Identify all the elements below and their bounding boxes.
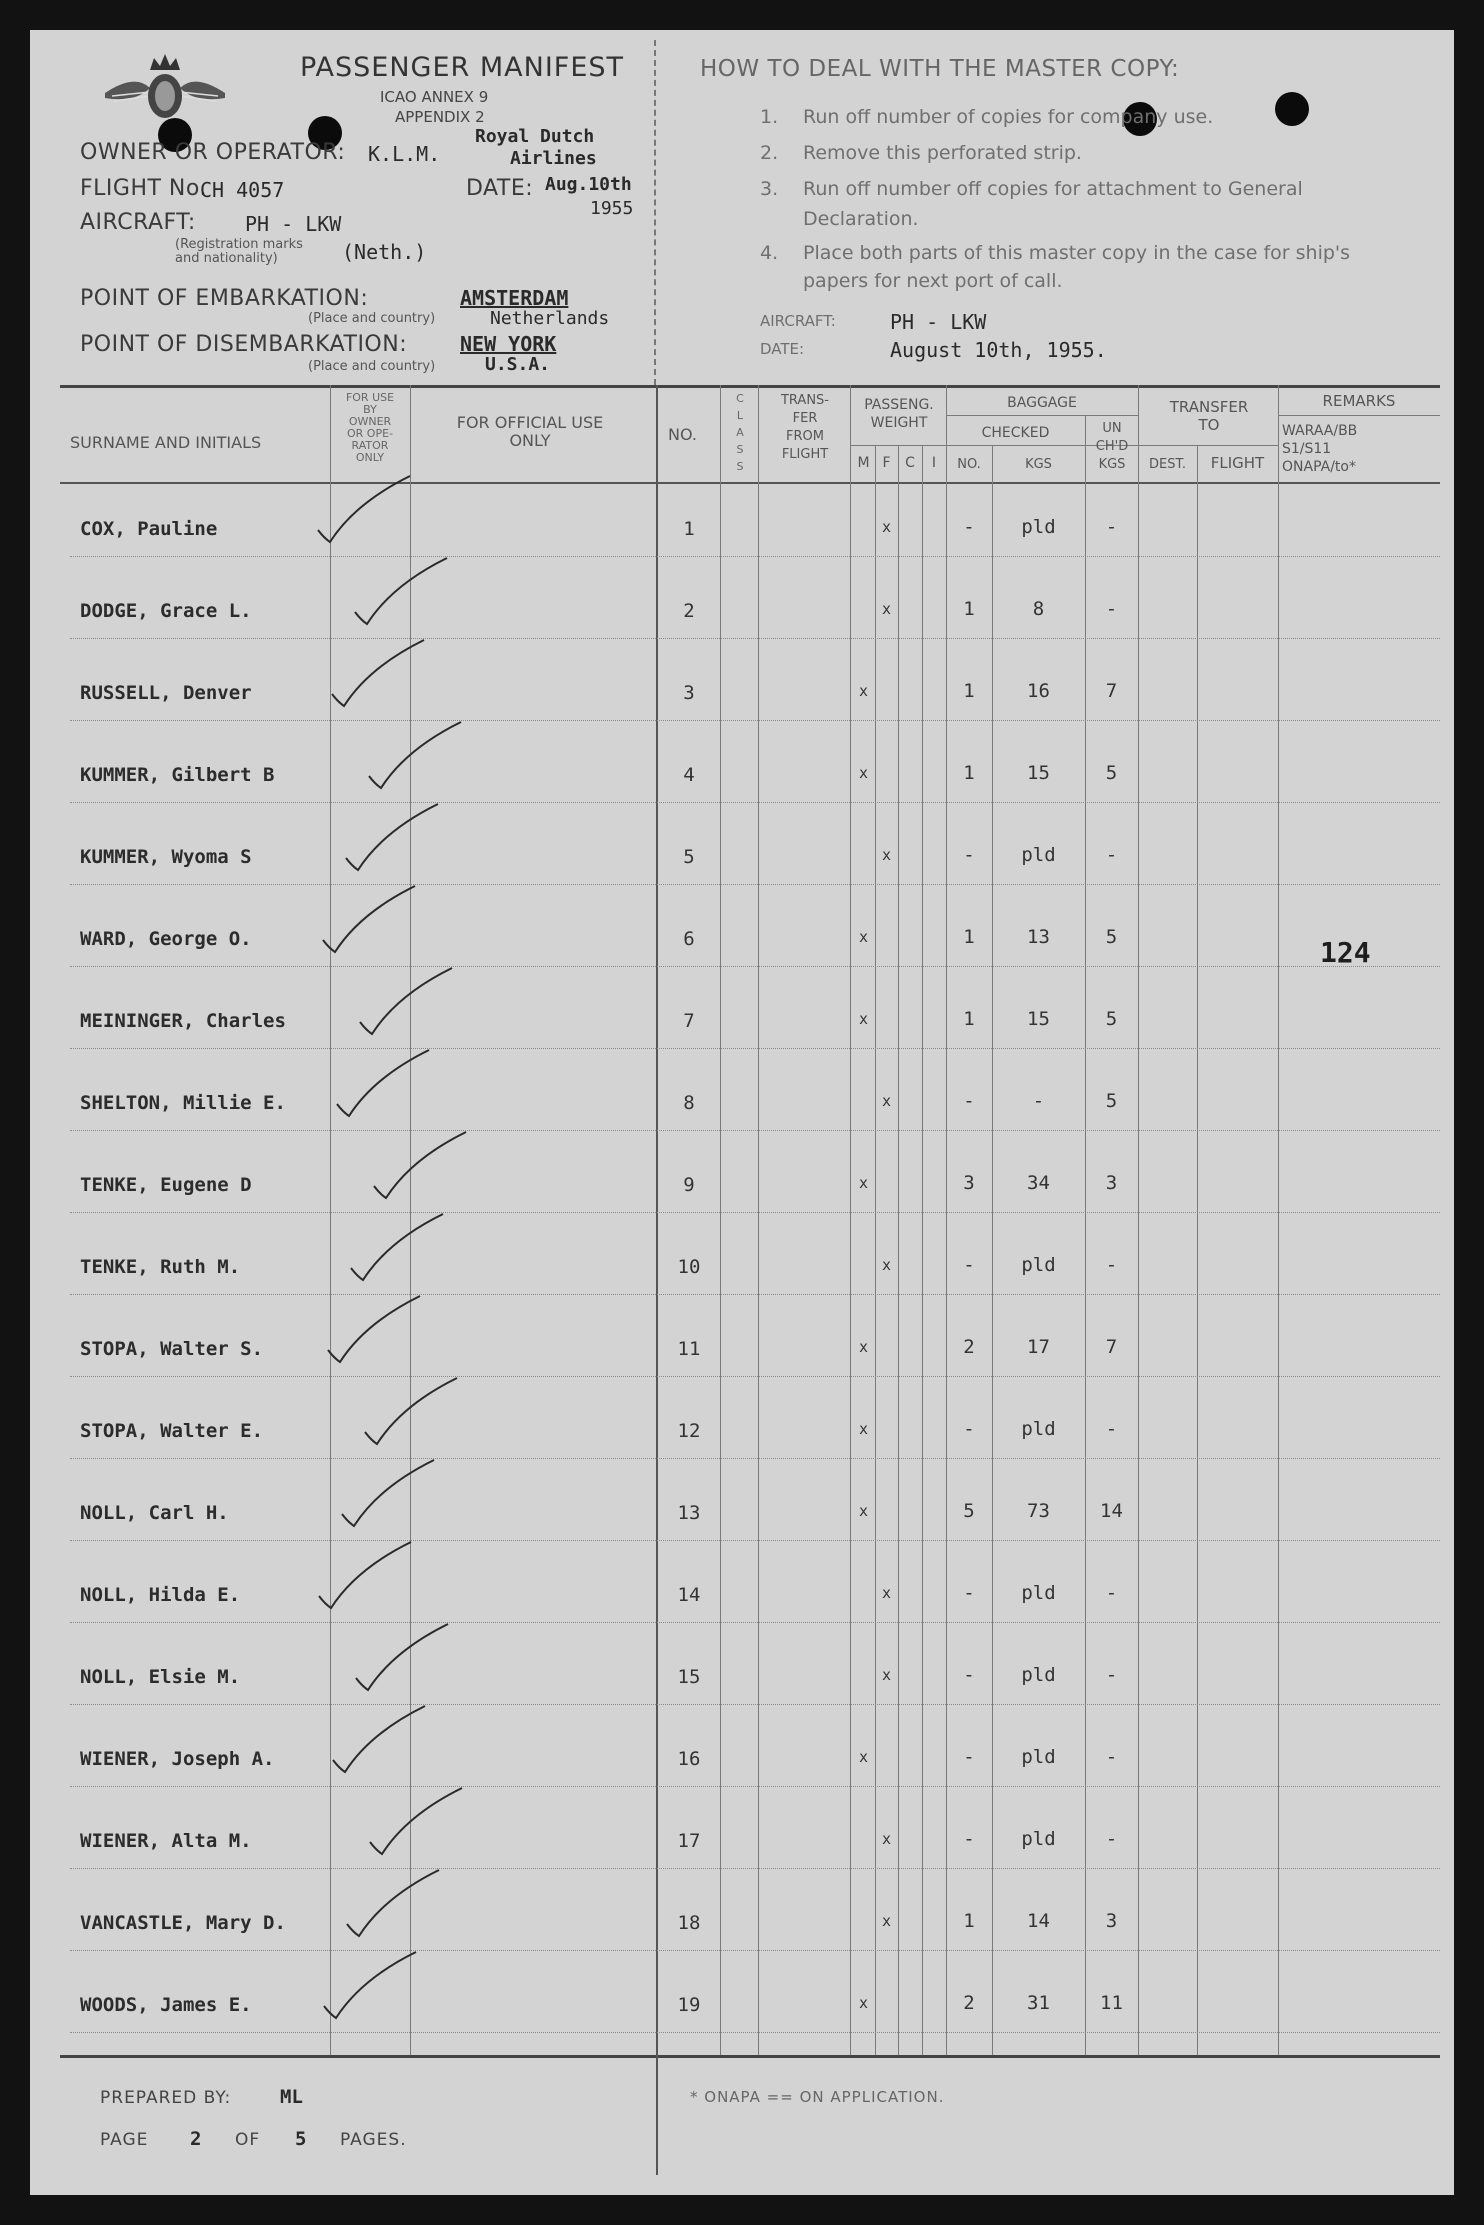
unchecked-kgs: -	[1105, 1746, 1118, 1768]
unchecked-kgs: -	[1105, 1664, 1118, 1686]
col-class	[722, 390, 758, 475]
row-rule	[70, 1130, 1440, 1131]
unchecked-kgs: 14	[1100, 1500, 1123, 1522]
unchecked-kgs: 11	[1100, 1992, 1123, 2014]
col-dest: DEST.	[1148, 457, 1186, 472]
passenger-number: 3	[683, 682, 695, 704]
check-mark-icon	[320, 1288, 430, 1368]
col-class-letter: C	[736, 392, 744, 405]
table-row	[30, 570, 1454, 652]
passenger-number: 5	[683, 846, 695, 868]
baggage-kgs: 15	[1027, 1008, 1050, 1030]
col-unchd	[1086, 420, 1138, 456]
aircraft-value: PH - LKW	[245, 212, 342, 236]
header-rule	[60, 482, 1440, 484]
check-mark-icon	[362, 1780, 472, 1860]
col-for-use-line: OWNER	[348, 415, 392, 428]
table-row	[30, 488, 1454, 570]
sub-rule	[1138, 445, 1278, 446]
check-mark-icon	[316, 1944, 426, 2024]
sub-rule	[1278, 415, 1440, 416]
check-mark-icon	[347, 550, 457, 630]
passenger-number: 14	[677, 1584, 701, 1606]
reg-note-1: (Registration marks	[175, 237, 303, 252]
unchecked-kgs: -	[1105, 598, 1118, 620]
baggage-kgs: pld	[1021, 1664, 1056, 1686]
passenger-name: RUSSELL, Denver	[80, 682, 252, 704]
table-row	[30, 816, 1454, 898]
table-row	[30, 898, 1454, 980]
weight-mark: x	[858, 1420, 869, 1438]
passenger-number: 13	[677, 1502, 701, 1524]
row-rule	[70, 1294, 1440, 1295]
passenger-number: 7	[683, 1010, 695, 1032]
weight-mark: x	[881, 1830, 892, 1848]
col-for-use-line: BY	[363, 403, 377, 416]
weight-mark: x	[858, 764, 869, 782]
appendix: APPENDIX 2	[395, 108, 485, 126]
of-label: OF	[235, 2130, 261, 2150]
baggage-count: -	[963, 1582, 975, 1604]
col-transfer-to	[1140, 398, 1278, 434]
col-official-line: ONLY	[509, 431, 551, 450]
check-mark-icon	[329, 1042, 439, 1122]
baggage-kgs: 15	[1027, 762, 1050, 784]
baggage-count: 2	[963, 1992, 975, 2014]
instr-aircraft-value: PH - LKW	[890, 310, 987, 334]
passenger-number: 18	[677, 1912, 701, 1934]
passenger-name: STOPA, Walter S.	[80, 1338, 264, 1360]
col-transfer-to-line: TRANSFER	[1169, 398, 1249, 416]
baggage-count: 1	[963, 762, 975, 784]
baggage-kgs: 13	[1027, 926, 1050, 948]
check-mark-icon	[366, 1124, 476, 1204]
weight-mark: x	[881, 1092, 892, 1110]
row-rule	[70, 638, 1440, 639]
weight-mark: x	[858, 1174, 869, 1192]
remark-note: 124	[1320, 936, 1371, 969]
prepared-value: ML	[280, 2086, 303, 2108]
unchecked-kgs: -	[1105, 1254, 1118, 1276]
baggage-count: 1	[963, 926, 975, 948]
table-row	[30, 1554, 1454, 1636]
passenger-name: NOLL, Carl H.	[80, 1502, 229, 1524]
col-for-use-line: FOR USE	[345, 391, 395, 404]
table-row	[30, 1718, 1454, 1800]
instr-date-label: DATE:	[760, 340, 805, 358]
registration-nationality: (Neth.)	[342, 240, 427, 264]
check-mark-icon	[311, 1534, 421, 1614]
page-num: 2	[190, 2128, 202, 2150]
unchecked-kgs: 3	[1105, 1172, 1118, 1194]
col-pw-f: F	[882, 455, 891, 471]
instruction-num: 2.	[760, 142, 779, 164]
passenger-name: WIENER, Alta M.	[80, 1830, 252, 1852]
check-mark-icon	[310, 468, 420, 548]
embark-label: POINT OF EMBARKATION:	[80, 286, 369, 311]
passenger-name: COX, Pauline	[80, 518, 218, 540]
baggage-kgs: 73	[1027, 1500, 1050, 1522]
row-rule	[70, 1376, 1440, 1377]
passenger-number: 19	[677, 1994, 701, 2016]
check-mark-icon	[325, 1698, 435, 1778]
instruction-num: 4.	[760, 242, 779, 264]
check-mark-icon	[348, 1616, 458, 1696]
reg-note-2: and nationality)	[175, 251, 278, 266]
passenger-name: TENKE, Eugene D	[80, 1174, 252, 1196]
passenger-name: NOLL, Elsie M.	[80, 1666, 241, 1688]
perforation-line	[654, 40, 656, 385]
weight-mark: x	[881, 1912, 892, 1930]
row-rule	[70, 1540, 1440, 1541]
aircraft-label: AIRCRAFT:	[80, 210, 196, 235]
passenger-number: 12	[677, 1420, 701, 1442]
unchecked-kgs: -	[1105, 1418, 1118, 1440]
col-unchd-line: UN	[1102, 421, 1122, 436]
date-value: Aug.10th	[545, 174, 632, 195]
flight-value: CH 4057	[200, 178, 285, 202]
instr-aircraft-label: AIRCRAFT:	[760, 312, 836, 330]
col-transfer-from	[760, 392, 850, 464]
table-row	[30, 1472, 1454, 1554]
row-rule	[70, 966, 1440, 967]
owner-extra-1: Royal Dutch	[475, 126, 595, 147]
passenger-name: WARD, George O.	[80, 928, 252, 950]
row-rule	[70, 1950, 1440, 1951]
unchecked-kgs: 5	[1105, 1090, 1118, 1112]
col-checked: CHECKED	[981, 425, 1050, 441]
passenger-number: 15	[677, 1666, 701, 1688]
weight-mark: x	[858, 1338, 869, 1356]
table-row	[30, 1800, 1454, 1882]
baggage-kgs: pld	[1021, 1254, 1056, 1276]
table-row	[30, 1062, 1454, 1144]
baggage-kgs: 17	[1027, 1336, 1050, 1358]
instruction-text: Run off number off copies for attachment to General	[803, 178, 1303, 200]
baggage-kgs: 16	[1027, 680, 1050, 702]
passenger-name: NOLL, Hilda E.	[80, 1584, 241, 1606]
baggage-count: 2	[963, 1336, 975, 1358]
unchecked-kgs: 7	[1105, 1336, 1118, 1358]
instruction-text: Declaration.	[803, 208, 919, 230]
baggage-count: -	[963, 1828, 975, 1850]
row-rule	[70, 1704, 1440, 1705]
check-mark-icon	[361, 714, 471, 794]
check-mark-icon	[352, 960, 462, 1040]
col-unchd-line: CH'D	[1095, 439, 1129, 454]
table-row	[30, 1636, 1454, 1718]
row-rule	[70, 556, 1440, 557]
col-pw-i: I	[931, 455, 937, 471]
col-transfer-from-line: TRANS-	[780, 393, 829, 408]
prepared-label: PREPARED BY:	[100, 2088, 232, 2108]
col-class-letter: S	[736, 443, 744, 456]
weight-mark: x	[858, 1748, 869, 1766]
punch-hole	[1275, 92, 1309, 126]
unchecked-kgs: -	[1105, 1582, 1118, 1604]
baggage-kgs: pld	[1021, 516, 1056, 538]
passenger-name: WOODS, James E.	[80, 1994, 252, 2016]
col-transfer-from-line: FLIGHT	[781, 447, 829, 462]
row-rule	[70, 1868, 1440, 1869]
col-transfer-to-line: TO	[1198, 416, 1220, 434]
disembark-label: POINT OF DISEMBARKATION:	[80, 332, 408, 357]
weight-mark: x	[881, 846, 892, 864]
instruction-num: 1.	[760, 106, 779, 128]
baggage-kgs: -	[1032, 1090, 1045, 1112]
row-rule	[70, 1458, 1440, 1459]
table-row	[30, 980, 1454, 1062]
unchecked-kgs: 7	[1105, 680, 1118, 702]
row-rule	[70, 2032, 1440, 2033]
baggage-count: -	[963, 516, 975, 538]
col-passeng-weight	[852, 396, 946, 432]
embark-note: (Place and country)	[308, 311, 436, 326]
weight-mark: x	[858, 928, 869, 946]
instruction-text: papers for next port of call.	[803, 270, 1063, 292]
owner-extra-2: Airlines	[510, 148, 597, 169]
baggage-count: 3	[963, 1172, 975, 1194]
pages-label: PAGES.	[340, 2130, 407, 2150]
col-checked-kgs: KGS	[1025, 457, 1052, 472]
passenger-name: WIENER, Joseph A.	[80, 1748, 275, 1770]
weight-mark: x	[881, 600, 892, 618]
passenger-name: MEININGER, Charles	[80, 1010, 286, 1032]
date-year: 1955	[590, 198, 634, 219]
col-transfer-from-line: FER	[792, 411, 818, 426]
col-for-use-line: OR OPE-	[346, 427, 393, 440]
col-class-letter: S	[736, 460, 744, 473]
weight-mark: x	[858, 1010, 869, 1028]
col-surname: SURNAME AND INITIALS	[70, 433, 262, 452]
baggage-count: 5	[963, 1500, 975, 1522]
table-row	[30, 1144, 1454, 1226]
baggage-kgs: 14	[1027, 1910, 1050, 1932]
instr-date-value: August 10th, 1955.	[890, 338, 1107, 362]
col-official	[430, 414, 630, 450]
unchecked-kgs: -	[1105, 1828, 1118, 1850]
header-rule	[60, 385, 1440, 388]
sub-rule	[946, 415, 1138, 416]
col-transfer-from-line: FROM	[786, 429, 824, 444]
manifest-title: PASSENGER MANIFEST	[300, 52, 625, 83]
col-remarks-sub	[1282, 422, 1432, 476]
passenger-number: 6	[683, 928, 695, 950]
weight-mark: x	[881, 518, 892, 536]
passenger-name: TENKE, Ruth M.	[80, 1256, 241, 1278]
baggage-kgs: pld	[1021, 1828, 1056, 1850]
baggage-kgs: pld	[1021, 1418, 1056, 1440]
row-rule	[70, 1786, 1440, 1787]
unchecked-kgs: -	[1105, 844, 1118, 866]
col-pw-c: C	[905, 455, 915, 471]
passenger-number: 1	[683, 518, 695, 540]
row-rule	[70, 1622, 1440, 1623]
disembark-country: U.S.A.	[485, 354, 551, 375]
disembark-place: NEW YORK	[460, 332, 557, 356]
passenger-name: KUMMER, Gilbert B	[80, 764, 275, 786]
disembark-note: (Place and country)	[308, 359, 436, 374]
check-mark-icon	[324, 632, 434, 712]
passenger-name: DODGE, Grace L.	[80, 600, 252, 622]
weight-mark: x	[881, 1584, 892, 1602]
baggage-count: 1	[963, 1910, 975, 1932]
col-official-line: FOR OFFICIAL USE	[456, 413, 604, 432]
owner-label: OWNER OR OPERATOR:	[80, 140, 346, 165]
remarks-sub-line: WARAA/BB	[1282, 423, 1358, 439]
passenger-name: STOPA, Walter E.	[80, 1420, 264, 1442]
baggage-count: -	[963, 844, 975, 866]
col-no: NO.	[668, 425, 697, 444]
instruction-text: Run off number of copies for company use.	[803, 106, 1214, 128]
manifest-sheet	[30, 30, 1454, 2195]
baggage-count: -	[963, 1746, 975, 1768]
total-pages: 5	[295, 2128, 307, 2150]
footer-rule	[60, 2055, 1440, 2058]
passenger-number: 11	[677, 1338, 701, 1360]
row-rule	[70, 1212, 1440, 1213]
table-row	[30, 734, 1454, 816]
row-rule	[70, 802, 1440, 803]
weight-mark: x	[881, 1666, 892, 1684]
weight-mark: x	[881, 1256, 892, 1274]
passenger-number: 16	[677, 1748, 701, 1770]
unchecked-kgs: -	[1105, 516, 1118, 538]
flight-label: FLIGHT No.	[80, 176, 207, 201]
check-mark-icon	[343, 1206, 453, 1286]
baggage-kgs: pld	[1021, 844, 1056, 866]
weight-mark: x	[858, 1502, 869, 1520]
unchecked-kgs: 5	[1105, 926, 1118, 948]
col-baggage: BAGGAGE	[1007, 395, 1077, 411]
check-mark-icon	[334, 1452, 444, 1532]
embark-place: AMSTERDAM	[460, 286, 569, 310]
col-checked-no: NO.	[957, 457, 981, 472]
weight-mark: x	[858, 1994, 869, 2012]
unchecked-kgs: 5	[1105, 762, 1118, 784]
row-rule	[70, 720, 1440, 721]
passenger-name: KUMMER, Wyoma S	[80, 846, 252, 868]
table-row	[30, 652, 1454, 734]
col-pw-m: M	[857, 455, 870, 471]
passenger-name: SHELTON, Millie E.	[80, 1092, 286, 1114]
check-mark-icon	[315, 878, 425, 958]
weight-mark: x	[858, 682, 869, 700]
passenger-number: 17	[677, 1830, 701, 1852]
table-row	[30, 1226, 1454, 1308]
check-mark-icon	[339, 1862, 449, 1942]
baggage-count: -	[963, 1254, 975, 1276]
baggage-count: -	[963, 1418, 975, 1440]
check-mark-icon	[338, 796, 448, 876]
col-pw-line: WEIGHT	[870, 415, 928, 431]
instructions-title: HOW TO DEAL WITH THE MASTER COPY:	[700, 56, 1180, 82]
instruction-text: Remove this perforated strip.	[803, 142, 1082, 164]
col-for-use	[332, 392, 408, 464]
baggage-kgs: 8	[1032, 598, 1045, 620]
col-pw-line: PASSENG.	[864, 397, 934, 413]
baggage-count: 1	[963, 598, 975, 620]
passenger-number: 2	[683, 600, 695, 622]
baggage-count: 1	[963, 1008, 975, 1030]
col-remarks: REMARKS	[1322, 392, 1396, 410]
row-rule	[70, 884, 1440, 885]
baggage-count: -	[963, 1090, 975, 1112]
col-for-use-line: RATOR	[351, 439, 389, 452]
passenger-name: VANCASTLE, Mary D.	[80, 1912, 286, 1934]
col-unchd-kgs: KGS	[1098, 457, 1126, 472]
baggage-kgs: pld	[1021, 1582, 1056, 1604]
remarks-sub-line: S1/S11	[1282, 441, 1332, 457]
baggage-count: 1	[963, 680, 975, 702]
table-row	[30, 1308, 1454, 1390]
passenger-number: 9	[683, 1174, 695, 1196]
page-label: PAGE	[100, 2130, 149, 2150]
passenger-number: 10	[677, 1256, 701, 1278]
klm-crown-emblem-icon	[100, 48, 230, 138]
passenger-number: 4	[683, 764, 695, 786]
date-label: DATE:	[466, 176, 534, 201]
col-flight: FLIGHT	[1210, 454, 1265, 472]
table-row	[30, 1882, 1454, 1964]
col-class-letter: A	[736, 426, 744, 439]
table-row	[30, 1964, 1454, 2046]
baggage-kgs: pld	[1021, 1746, 1056, 1768]
unchecked-kgs: 5	[1105, 1008, 1118, 1030]
check-mark-icon	[357, 1370, 467, 1450]
row-rule	[70, 1048, 1440, 1049]
sub-rule	[850, 445, 946, 446]
unchecked-kgs: 3	[1105, 1910, 1118, 1932]
passenger-number: 8	[683, 1092, 695, 1114]
baggage-count: -	[963, 1664, 975, 1686]
instruction-text: Place both parts of this master copy in the case for ship's	[803, 242, 1351, 264]
onapa-note: * ONAPA == ON APPLICATION.	[690, 2088, 945, 2106]
baggage-kgs: 34	[1027, 1172, 1050, 1194]
instruction-num: 3.	[760, 178, 779, 200]
owner-value: K.L.M.	[368, 142, 441, 166]
baggage-kgs: 31	[1027, 1992, 1050, 2014]
col-class-letter: L	[736, 409, 744, 422]
embark-country: Netherlands	[490, 308, 610, 329]
table-row	[30, 1390, 1454, 1472]
col-for-use-line: ONLY	[355, 451, 385, 464]
remarks-sub-line: ONAPA/to*	[1282, 459, 1356, 475]
icao-annex: ICAO ANNEX 9	[380, 88, 489, 106]
